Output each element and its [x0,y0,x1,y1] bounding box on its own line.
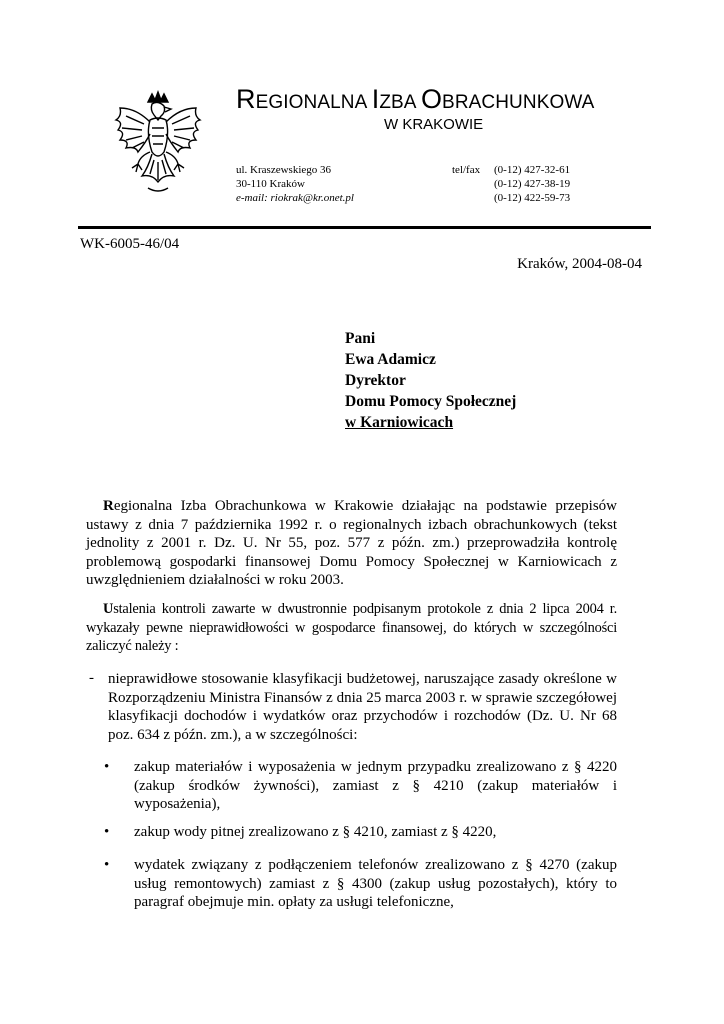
phone-number: (0-12) 427-38-19 [494,178,571,190]
bullet-item-1: zakup materiałów i wyposażenia w jednym przypadku zrealizowano z § 4220 (zakup środków żywności), zamiast z § 4210 (zakup materiałów i wyposażenia), [134,759,617,812]
bullet-icon: • [104,857,110,873]
recipient-salutation: Pani [345,330,376,347]
recipient-location: w Karniowicach [345,414,454,431]
letter-date: Kraków, 2004-08-04 [517,256,642,272]
bullet-icon: • [104,824,110,840]
address-block [236,163,354,205]
address-street: ul. Kraszewskiego 36 [236,164,332,176]
recipient-block [345,328,516,433]
dash-list-item: nieprawidłowe stosowanie klasyfikacji budżetowej, naruszające zasady określone w Rozporządzeniu Ministra Finansów z dnia 25 marca 2003 r. w sprawie szczegółowej klasyfikacji dochodów i wydatków oraz przychodów i rozchodów (Dz. U. Nr 68 poz. 634 z późn. zm.), a w szczególności: [108,671,617,743]
recipient-name: Ewa Adamicz [345,351,436,368]
recipient-institution: Domu Pomocy Społecznej [345,393,517,410]
bullet-item-2: zakup wody pitnej zrealizowano z § 4210, zamiast z § 4220, [134,824,497,840]
email-address: e-mail: riokrak@kr.onet.pl [236,192,354,204]
phone-number: (0-12) 422-59-73 [494,192,571,204]
address-postal: 30-110 Kraków [236,178,305,190]
body-paragraph-2: Ustalenia kontroli zawarte w dwustronnie podpisanym protokole z dnia 2 lipca 2004 r. wykazały pewne nieprawidłowości w gospodarce finansowej, do których w szczególności zaliczyć należy : [86,601,617,654]
dash-marker: - [89,670,94,686]
bullet-icon: • [104,759,110,775]
body-paragraph-1: Regionalna Izba Obrachunkowa w Krakowie działając na podstawie przepisów ustawy z dnia 7 października 1992 r. o regionalnych izbach obrachunkowych (tekst jednolity z 2001 r. Dz. U. Nr 55, poz. 577 z późn. zm.) przeprowadziła kontrolę problemową gospodarki finansowej Domu Pomocy Społecznej w Karniowicach z uwzględnieniem działalności w roku 2003. [86,498,617,588]
reference-number: WK-6005-46/04 [80,236,180,252]
recipient-title: Dyrektor [345,372,406,389]
organization-name: REGIONALNA IZBA OBRACHUNKOWA [236,84,595,114]
tel-fax-label: tel/fax [452,164,481,176]
polish-eagle-emblem-icon [108,90,208,202]
bullet-item-3: wydatek związany z podłączeniem telefonów zrealizowano z § 4270 (zakup usług remontowych) zamiast z § 4300 (zakup usług pozostałych), który to paragraf obejmuje min. opłaty za usługi telefoniczne, [134,857,617,910]
letterhead-divider [78,226,651,229]
organization-city: W KRAKOWIE [384,116,484,133]
phone-numbers [494,163,570,205]
phone-number: (0-12) 427-32-61 [494,164,571,176]
